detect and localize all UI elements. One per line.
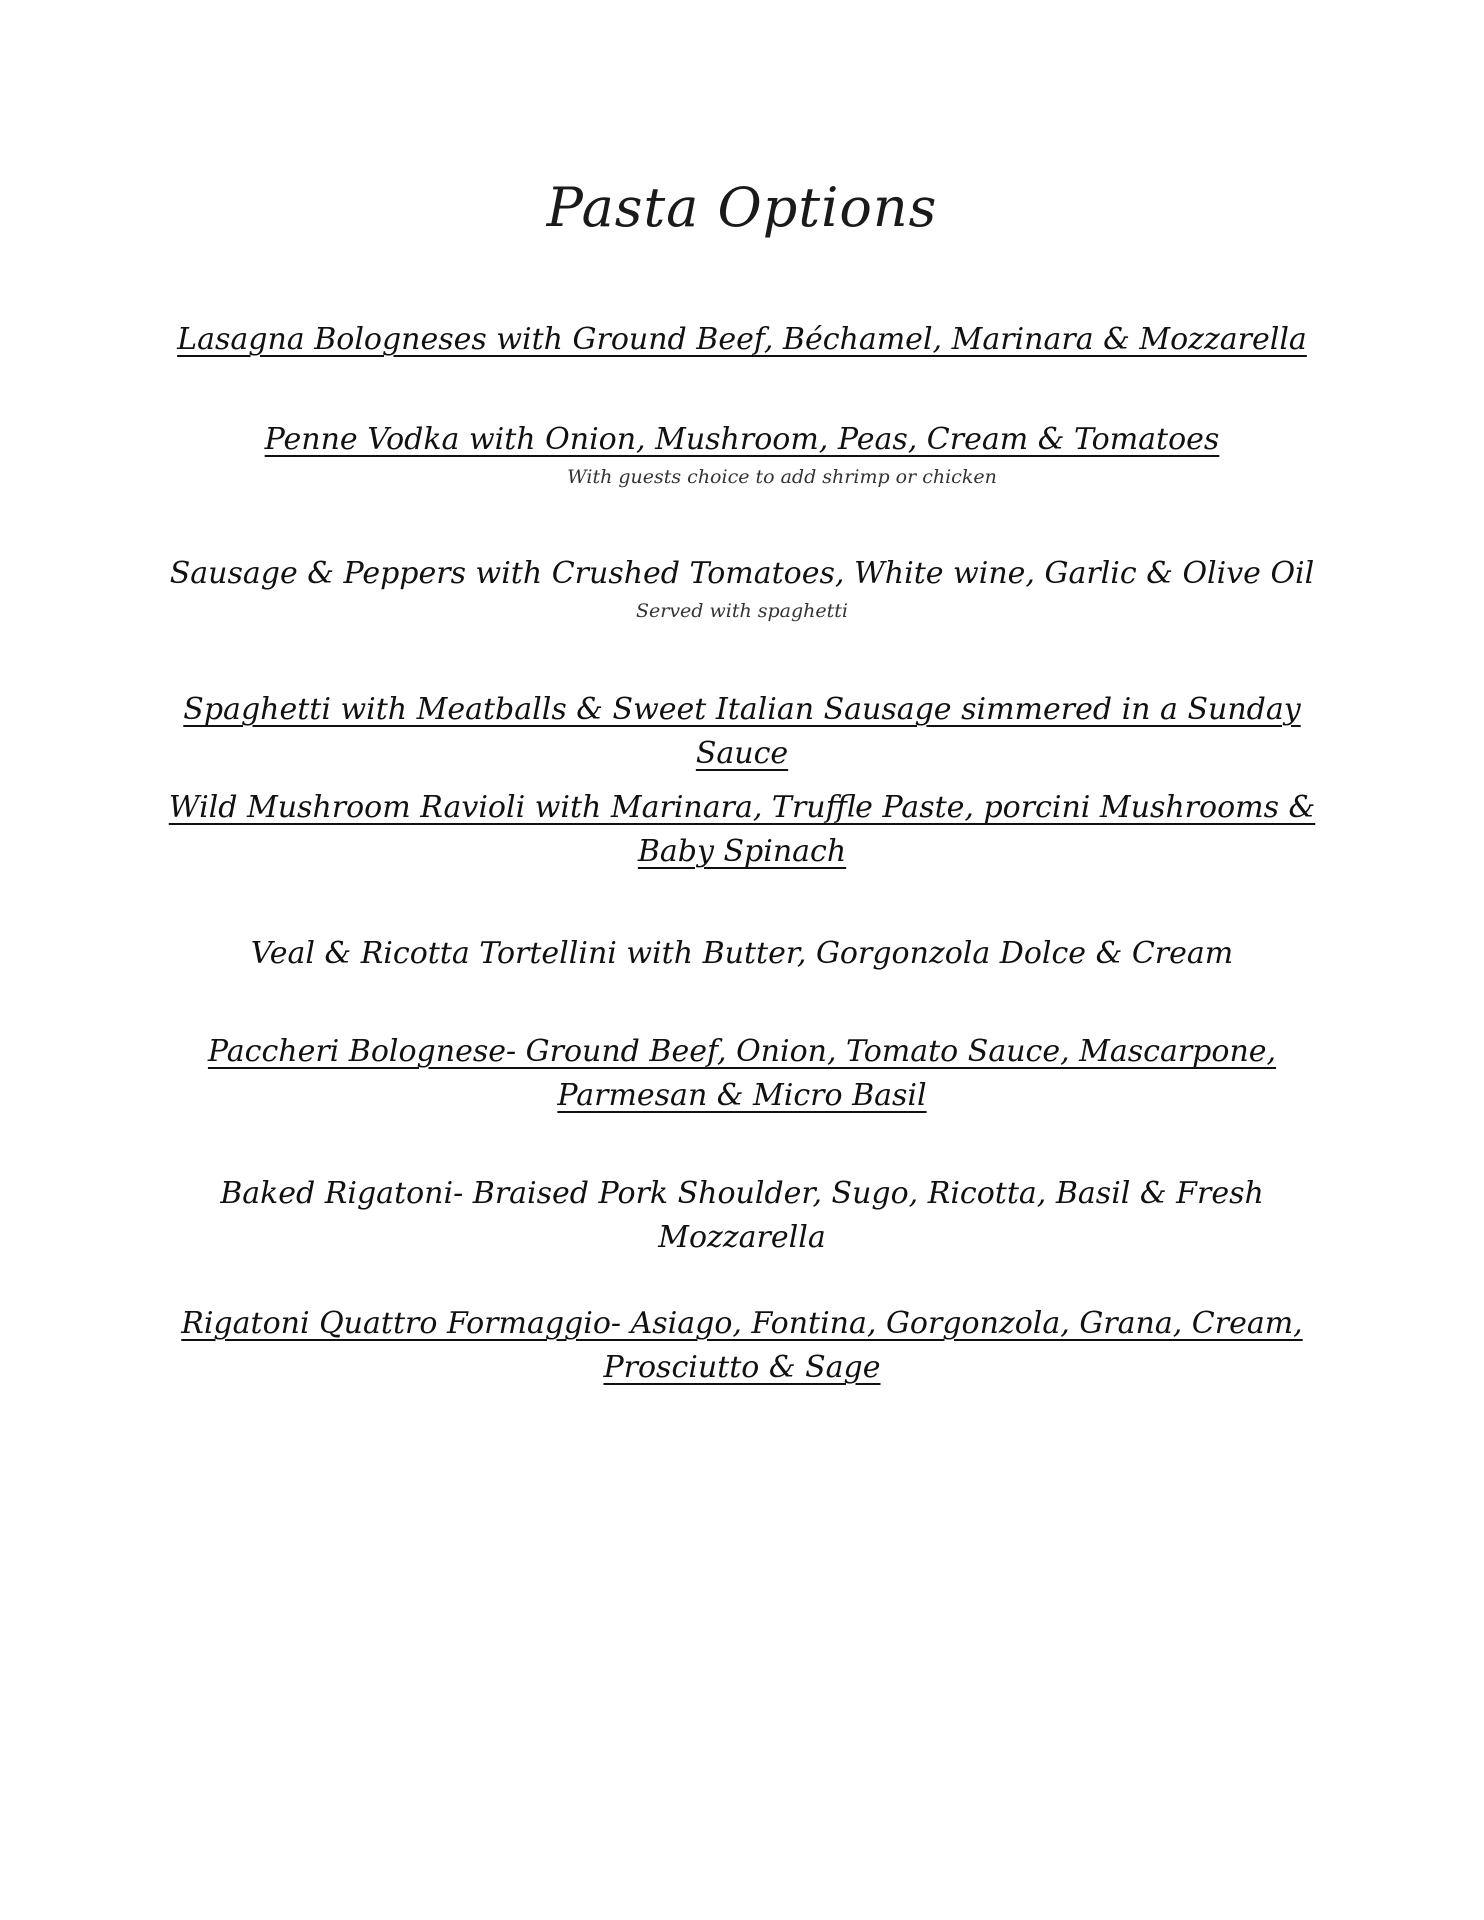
menu-item-baked-rigatoni: [140, 1172, 1344, 1260]
menu-item-name: Sausage & Peppers with Crushed Tomatoes, White wine, Garlic & Olive Oil: [169, 556, 1315, 591]
menu-item-note: With guests choice to add shrimp or chicken: [567, 466, 997, 488]
menu-item-name: Paccheri Bolognese- Ground Beef, Onion, Tomato Sauce, Mascarpone, Parmesan & Micro Basil: [207, 1034, 1277, 1113]
menu-item-note: Served with spaghetti: [635, 600, 848, 622]
menu-item-paccheri-bolognese: [140, 1030, 1344, 1118]
menu-item-name: Penne Vodka with Onion, Mushroom, Peas, Cream & Tomatoes: [264, 422, 1220, 457]
menu-item-penne-vodka: [140, 418, 1344, 490]
menu-item-sausage-peppers: [140, 552, 1344, 624]
menu-item-veal-ricotta-tortellini: [140, 932, 1344, 976]
menu-item-name: Rigatoni Quattro Formaggio- Asiago, Fontina, Gorgonzola, Grana, Cream, Prosciutto & Sage: [181, 1306, 1303, 1385]
menu-item-lasagna: [140, 318, 1344, 362]
menu-item-name: Spaghetti with Meatballs & Sweet Italian Sausage simmered in a Sunday Sauce: [183, 692, 1301, 771]
menu-item-name: Wild Mushroom Ravioli with Marinara, Truffle Paste, porcini Mushrooms & Baby Spinach: [168, 790, 1316, 869]
menu-item-name: Baked Rigatoni- Braised Pork Shoulder, Sugo, Ricotta, Basil & Fresh Mozzarella: [220, 1176, 1264, 1255]
menu-item-wild-mushroom-ravioli: [140, 786, 1344, 874]
page-title: Pasta Options: [546, 176, 938, 239]
menu-item-spaghetti-meatballs: [140, 688, 1344, 776]
menu-item-rigatoni-quattro-formaggio: [140, 1302, 1344, 1390]
menu-item-name: Lasagna Bologneses with Ground Beef, Béchamel, Marinara & Mozzarella: [177, 322, 1307, 357]
menu-item-name: Veal & Ricotta Tortellini with Butter, Gorgonzola Dolce & Cream: [250, 936, 1234, 971]
